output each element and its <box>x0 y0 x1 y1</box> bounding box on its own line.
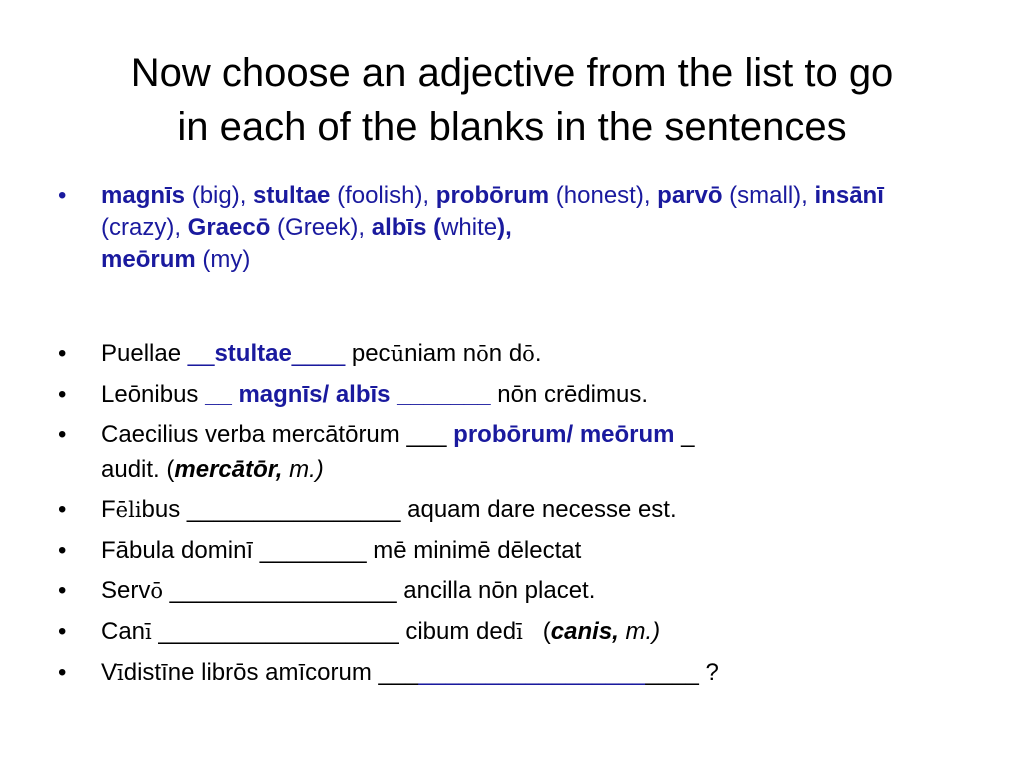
vocab-gloss: (my) <box>195 246 251 273</box>
vocab-word: meōrum <box>101 246 196 273</box>
note-text: mercātōr, <box>174 456 283 483</box>
macron-char: ō <box>150 579 164 603</box>
macron-char: ī <box>516 620 523 644</box>
bullet-list <box>58 180 958 696</box>
sentence-text: Leōnibus <box>101 381 206 408</box>
macron-char: ēl <box>115 498 135 522</box>
sentence-6 <box>58 573 958 609</box>
vocab-gloss: (honest), <box>549 182 658 209</box>
sentence-text: niam n <box>404 340 477 367</box>
bullet-icon: • <box>58 577 67 604</box>
macron-char: ī <box>117 661 124 685</box>
sentence-text: F <box>101 496 116 523</box>
sentence-7 <box>58 614 958 650</box>
title-line-2: in each of the blanks in the sentences <box>177 105 847 149</box>
vocab-word: albīs ( <box>371 214 442 241</box>
sentence-5 <box>58 533 958 568</box>
sentence-text: ( <box>522 618 551 645</box>
sentence-text: _________________ ancilla nōn placet. <box>163 577 596 604</box>
vocab-list-item <box>58 180 958 276</box>
sentence-text: bus ________________ aquam dare necesse est. <box>141 496 677 523</box>
bullet-icon: • <box>58 182 67 209</box>
sentence-text: n d <box>488 340 523 367</box>
sentence-2 <box>58 377 958 412</box>
answer-text: probōrum/ meōrum <box>453 421 675 448</box>
sentence-text: ____ ? <box>645 659 719 686</box>
vocab-word: Graecō <box>187 214 271 241</box>
vocab-word: insānī <box>814 182 884 209</box>
sentence-text: V <box>101 659 118 686</box>
sentence-4 <box>58 492 958 528</box>
vocab-gloss: (big), <box>185 182 254 209</box>
bullet-icon: • <box>58 618 67 645</box>
answer-text: __ magnīs/ albīs _______ <box>205 381 491 408</box>
sentence-text: Fābula dominī ________ mē minimē dēlectat <box>101 537 582 564</box>
sentence-text: audit. ( <box>101 456 175 483</box>
sentence-text: Can <box>101 618 146 645</box>
macron-char: i <box>134 498 142 522</box>
bullet-icon: • <box>58 340 67 367</box>
answer-text: stultae <box>214 340 292 367</box>
macron-char: ū <box>390 342 405 366</box>
sentence-text: _ <box>674 421 695 448</box>
macron-char: ō <box>476 342 489 366</box>
macron-char: ō <box>522 342 535 366</box>
vocab-gloss: (small), <box>722 182 815 209</box>
blank: ____ <box>291 340 346 367</box>
sentence-text: Serv <box>101 577 151 604</box>
vocab-gloss: (Greek), <box>270 214 372 241</box>
note-text: canis, <box>550 618 619 645</box>
sentence-text: Caecilius verba mercātōrum ___ <box>101 421 454 448</box>
bullet-icon: • <box>58 659 67 686</box>
vocab-word: magnīs <box>101 182 186 209</box>
bullet-icon: • <box>58 496 67 523</box>
sentence-text: distīne librōs amīcorum ___ <box>123 659 419 686</box>
sentence-1 <box>58 336 958 372</box>
sentence-text: nōn crēdimus. <box>490 381 649 408</box>
macron-char: ī <box>145 620 152 644</box>
note-text: m.) <box>618 618 661 645</box>
blank: __ <box>187 340 215 367</box>
sentence-text: __________________ cibum ded <box>151 618 517 645</box>
vocab-word: stultae <box>253 182 331 209</box>
bullet-icon: • <box>58 381 67 408</box>
bullet-icon: • <box>58 537 67 564</box>
vocab-word: ), <box>497 214 512 241</box>
note-text: m.) <box>282 456 324 483</box>
vocab-gloss: (crazy), <box>101 214 188 241</box>
blank: _________________ <box>418 659 646 686</box>
bullet-icon: • <box>58 421 67 448</box>
vocab-word: probōrum <box>435 182 550 209</box>
sentence-text: pec <box>345 340 391 367</box>
vocab-gloss: white <box>441 214 498 241</box>
sentence-text: Puellae <box>101 340 188 367</box>
vocab-gloss: (foolish), <box>330 182 436 209</box>
title-line-1: Now choose an adjective from the list to go <box>130 51 894 95</box>
vocab-word: parvō <box>657 182 723 209</box>
slide-title <box>40 46 984 154</box>
sentence-3 <box>58 417 958 487</box>
sentence-8 <box>58 655 958 691</box>
sentence-text: . <box>534 340 542 367</box>
